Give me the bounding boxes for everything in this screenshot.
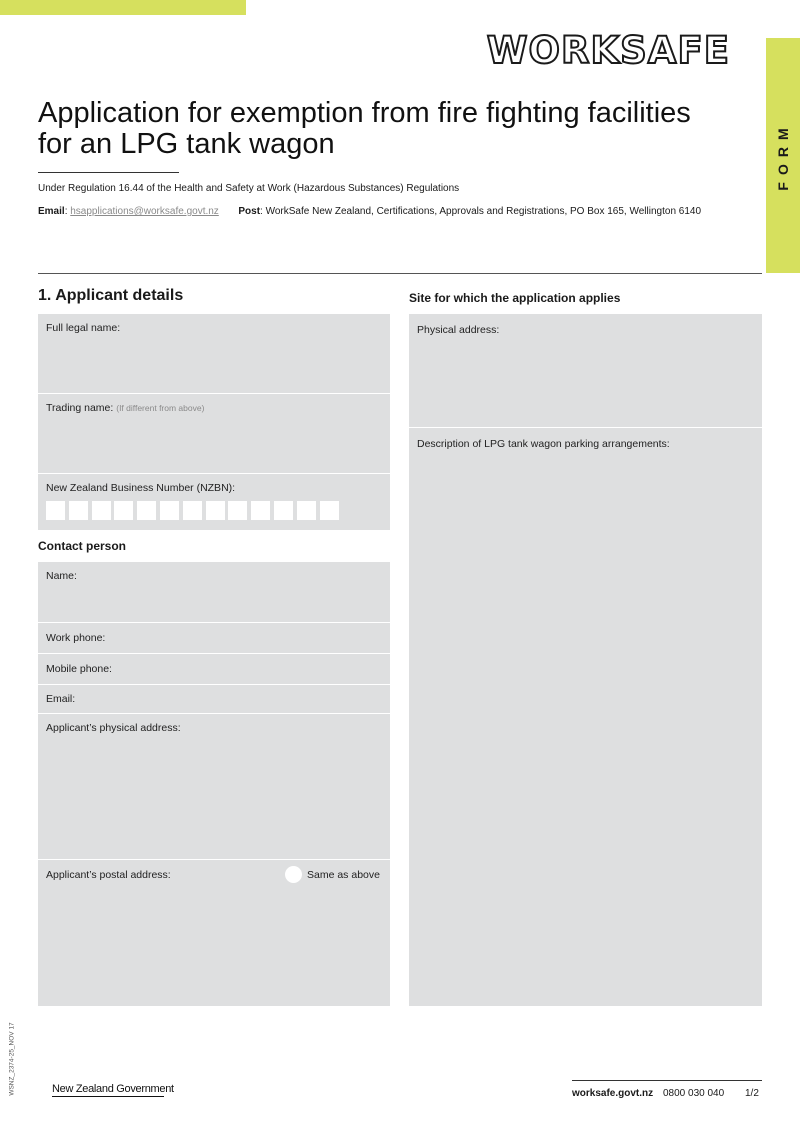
header-divider [38, 273, 762, 274]
post-address: WorkSafe New Zealand, Certifications, Approvals and Registrations, PO Box 165, Wellington 6140 [265, 206, 702, 217]
document-code-text: WSNZ_2374-25_NOV 17 [8, 1021, 16, 1096]
nzbn-digit-box[interactable] [160, 501, 179, 520]
nz-government-logo: New Zealand Government [52, 1083, 174, 1095]
footer-divider [572, 1080, 762, 1081]
postal-address-label: Applicant’s postal address: [46, 869, 171, 881]
site-panel [409, 314, 762, 1006]
full-legal-name-field[interactable] [38, 314, 390, 393]
physical-address-label: Applicant’s physical address: [46, 722, 181, 734]
trading-name-hint: (If different from above) [116, 403, 205, 413]
nzbn-label: New Zealand Business Number (NZBN): [46, 482, 236, 494]
contact-name-field[interactable] [38, 562, 390, 622]
nzbn-digit-box[interactable] [92, 501, 111, 520]
document-code [2, 1016, 22, 1101]
contact-email-label: Email: [46, 693, 76, 705]
form-tab-label: FORM [775, 120, 791, 191]
mobile-phone-field[interactable] [38, 654, 390, 684]
title-divider [38, 172, 179, 173]
nzbn-digit-box[interactable] [46, 501, 65, 520]
contact-name-label: Name: [46, 570, 77, 582]
top-accent-bar [0, 0, 246, 15]
parking-description-label: Description of LPG tank wagon parking arrangements: [417, 438, 670, 450]
field-divider [38, 473, 390, 474]
same-as-above-radio[interactable] [285, 866, 302, 883]
post-label: Post [238, 206, 261, 217]
page-title: Application for exemption from fire fighting facilities for an LPG tank wagon [38, 97, 691, 160]
regulation-text: Under Regulation 16.44 of the Health and Safety at Work (Hazardous Substances) Regulations [38, 183, 460, 194]
contact-person-heading: Contact person [38, 539, 127, 553]
nzbn-digit-box[interactable] [69, 501, 88, 520]
nzbn-digit-box[interactable] [206, 501, 225, 520]
contact-email-field[interactable] [38, 685, 390, 713]
email-link[interactable]: hsapplications@worksafe.govt.nz [70, 206, 219, 217]
nzbn-digit-box[interactable] [320, 501, 339, 520]
nzbn-digit-box[interactable] [137, 501, 156, 520]
trading-name-label-wrap [46, 402, 204, 414]
parking-description-field[interactable] [409, 428, 762, 1006]
full-legal-name-label: Full legal name: [46, 322, 121, 334]
footer-page-number: 1/2 [745, 1088, 759, 1099]
form-tab [766, 38, 800, 273]
work-phone-label: Work phone: [46, 632, 106, 644]
contact-line: Email: hsapplications@worksafe.govt.nz Post: WorkSafe New Zealand, Certifications, Approvals and Registrations, PO Box 165, Wellington 6140 [38, 206, 702, 217]
nz-government-underline [52, 1096, 164, 1097]
trading-name-label: Trading name: [46, 402, 114, 414]
worksafe-logo: WORKSAFE [486, 29, 730, 72]
nzbn-digit-box[interactable] [183, 501, 202, 520]
footer-website[interactable]: worksafe.govt.nz [572, 1088, 654, 1099]
applicant-details-panel [38, 314, 390, 530]
same-as-above-label: Same as above [307, 869, 380, 881]
trading-name-field[interactable] [38, 394, 390, 473]
contact-person-panel [38, 562, 390, 1006]
nzbn-digit-box[interactable] [251, 501, 270, 520]
site-physical-address-label: Physical address: [417, 324, 500, 336]
site-heading: Site for which the application applies [409, 291, 621, 305]
physical-address-field[interactable] [38, 714, 390, 859]
nzbn-digit-box[interactable] [297, 501, 316, 520]
nzbn-digit-box[interactable] [114, 501, 133, 520]
email-label: Email [38, 206, 65, 217]
footer-phone: 0800 030 040 [663, 1088, 725, 1099]
nzbn-digit-box[interactable] [274, 501, 293, 520]
nzbn-digit-box[interactable] [228, 501, 247, 520]
work-phone-field[interactable] [38, 623, 390, 653]
postal-address-field[interactable] [38, 860, 390, 1006]
mobile-phone-label: Mobile phone: [46, 663, 112, 675]
nzbn-input-row [46, 501, 346, 520]
site-physical-address-field[interactable] [409, 314, 762, 427]
section-applicant-details-heading: 1. Applicant details [38, 287, 184, 304]
